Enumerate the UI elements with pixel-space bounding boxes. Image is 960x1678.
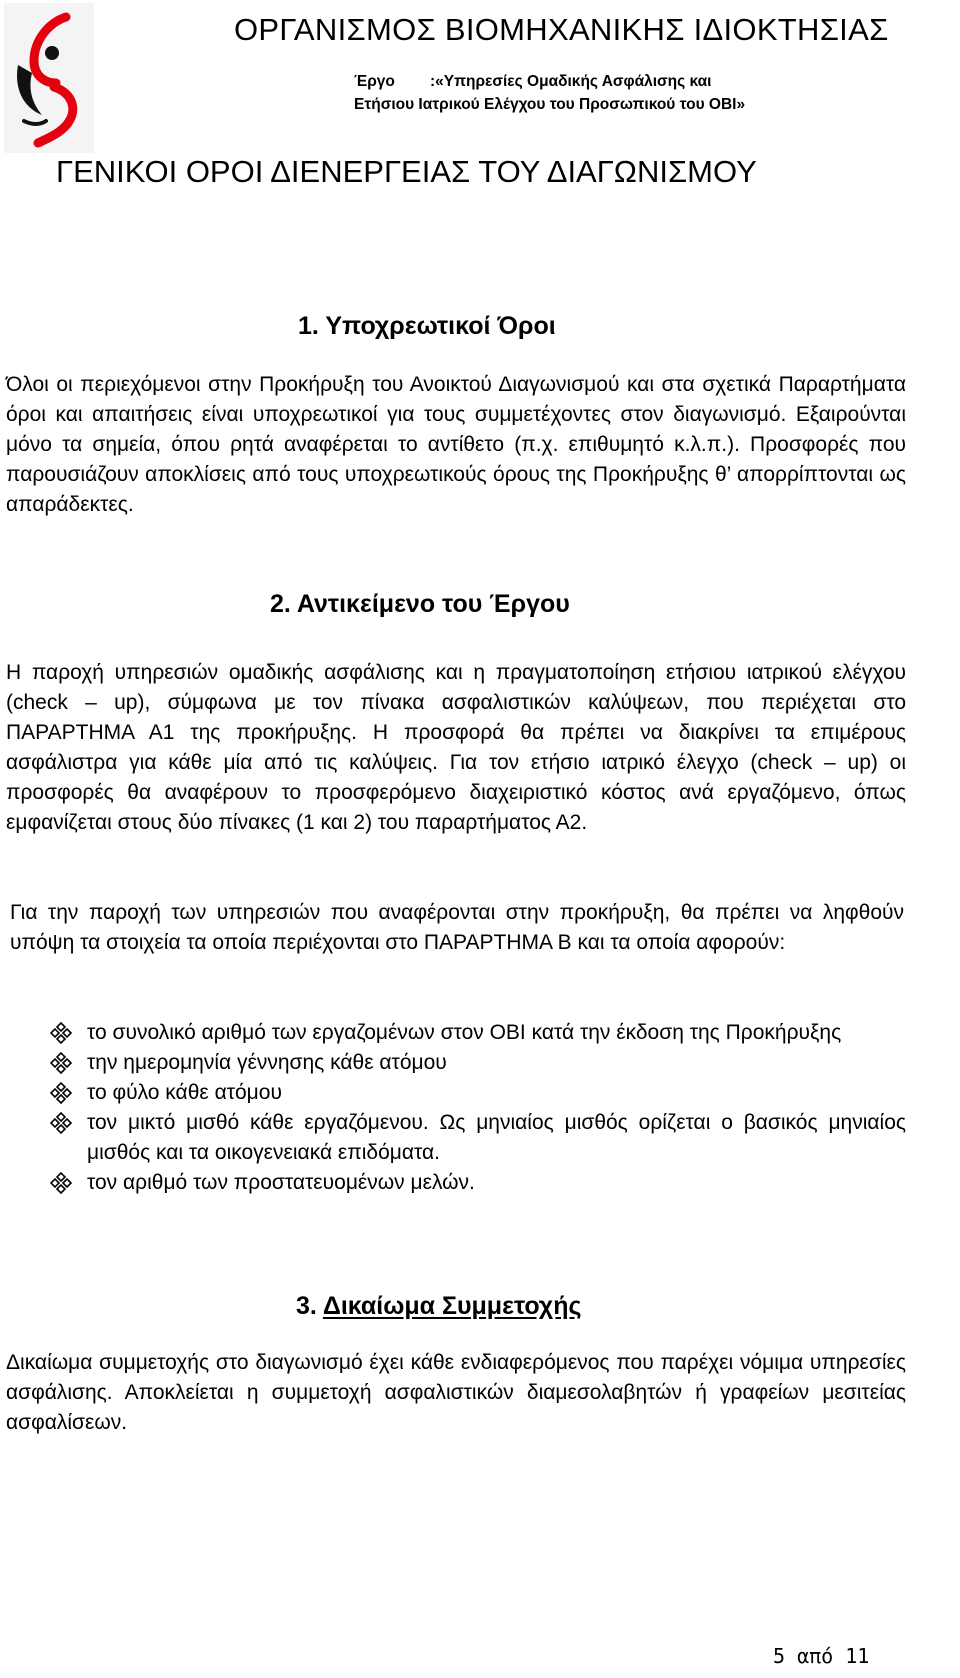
- list-item-text: τον αριθμό των προστατευομένων μελών.: [87, 1171, 475, 1194]
- four-diamond-bullet-icon: [50, 1112, 72, 1134]
- four-diamond-bullet-icon: [50, 1022, 72, 1044]
- section-3-title: Δικαίωμα Συμμετοχής: [322, 1292, 582, 1320]
- page-number: 5 από 11: [773, 1644, 870, 1668]
- section-2-heading: [270, 590, 570, 619]
- section-3-number: 3.: [296, 1292, 317, 1320]
- list-item: [50, 1108, 906, 1168]
- list-item-text: το συνολικό αριθμό των εργαζομένων στον ΟΒΙ κατά την έκδοση της Προκήρυξης: [87, 1021, 842, 1044]
- section-2-paragraph-2: Για την παροχή των υπηρεσιών που αναφέρονται στην προκήρυξη, θα πρέπει να ληφθούν υπόψη τα στοιχεία τα οποία περιέχονται στο ΠΑΡΑΡΤΗΜΑ Β και τα οποία αφορούν:: [10, 901, 904, 954]
- section-2-paragraph-1: Η παροχή υπηρεσιών ομαδικής ασφάλισης και η πραγματοποίηση ετήσιου ιατρικού ελέγχου (check – up), σύμφωνα με τον πίνακα ασφαλιστικών καλύψεων, που περιέχεται στο ΠΑΡΑΡΤΗΜΑ Α1 της προκήρυξης. Η προσφορά θα πρέπει να διακρίνει τα επιμέρους ασφάλιστρα για κάθε μία από τις καλύψεις. Για τον ετήσιο ιατρικό έλεγχο (check – up) οι προσφορές θα αναφέρουν το προσφερόμενο διαχειριστικό κόστος ανά εργαζόμενο, όπως εμφανίζεται στους δύο πίνακες (1 και 2) του παραρτήματος Α2.: [6, 661, 906, 834]
- section-1-number: 1.: [298, 312, 319, 340]
- section-3-paragraph: Δικαίωμα συμμετοχής στο διαγωνισμό έχει κάθε ενδιαφερόμενος που παρέχει νόμιμα υπηρεσίες ασφάλισης. Αποκλείεται η συμμετοχή ασφαλιστικών διαμεσολαβητών ή γραφείων μεσιτείας ασφαλίσεων.: [6, 1351, 906, 1434]
- project-label: Έργο: [354, 73, 395, 90]
- section-3-heading: [296, 1292, 581, 1321]
- section-1-heading: [298, 312, 556, 341]
- section-1-title: Υποχρεωτικοί Όροι: [325, 312, 556, 340]
- project-line-1: [354, 70, 745, 93]
- list-item: [50, 1168, 906, 1198]
- list-item: [50, 1078, 906, 1108]
- project-info: [354, 70, 745, 116]
- list-item: [50, 1018, 906, 1048]
- four-diamond-bullet-icon: [50, 1052, 72, 1074]
- requirements-list: [50, 1018, 906, 1198]
- list-item-text: το φύλο κάθε ατόμου: [87, 1081, 282, 1104]
- four-diamond-bullet-icon: [50, 1172, 72, 1194]
- page-title: ΓΕΝΙΚΟΙ ΟΡΟΙ ΔΙΕΝΕΡΓΕΙΑΣ ΤΟΥ ΔΙΑΓΩΝΙΣΜΟΥ: [56, 154, 757, 189]
- list-item: [50, 1048, 906, 1078]
- list-item-text: την ημερομηνία γέννησης κάθε ατόμου: [87, 1051, 447, 1074]
- list-item-text: τον μικτό μισθό κάθε εργαζόμενου. Ως μηνιαίος μισθός ορίζεται ο βασικός μηνιαίος μισθός και τα οικογενειακά επιδόματα.: [87, 1111, 906, 1164]
- organization-title: ΟΡΓΑΝΙΣΜΟΣ ΒΙΟΜΗΧΑΝΙΚΗΣ ΙΔΙΟΚΤΗΣΙΑΣ: [234, 12, 889, 47]
- project-name-part-1: :«Υπηρεσίες Ομαδικής Ασφάλισης και: [430, 73, 712, 90]
- project-line-2: Ετήσιου Ιατρικού Ελέγχου του Προσωπικού του ΟΒΙ»: [354, 96, 746, 113]
- obi-logo-icon: [4, 3, 94, 153]
- section-2-title: Αντικείμενο του Έργου: [296, 590, 570, 618]
- section-1-paragraph: Όλοι οι περιεχόμενοι στην Προκήρυξη του Ανοικτού Διαγωνισμού και στα σχετικά Παραρτήματα όροι και απαιτήσεις είναι υποχρεωτικοί για τους συμμετέχοντες στον διαγωνισμό. Εξαιρούνται μόνο τα σημεία, όπου ρητά αναφέρεται το αντίθετο (π.χ. επιθυμητό κ.λ.π.). Προσφορές που παρουσιάζουν αποκλίσεις από τους υποχρεωτικούς όρους της Προκήρυξης θ’ απορρίπτονται ως απαράδεκτες.: [6, 373, 906, 516]
- section-2-number: 2.: [270, 590, 291, 618]
- four-diamond-bullet-icon: [50, 1082, 72, 1104]
